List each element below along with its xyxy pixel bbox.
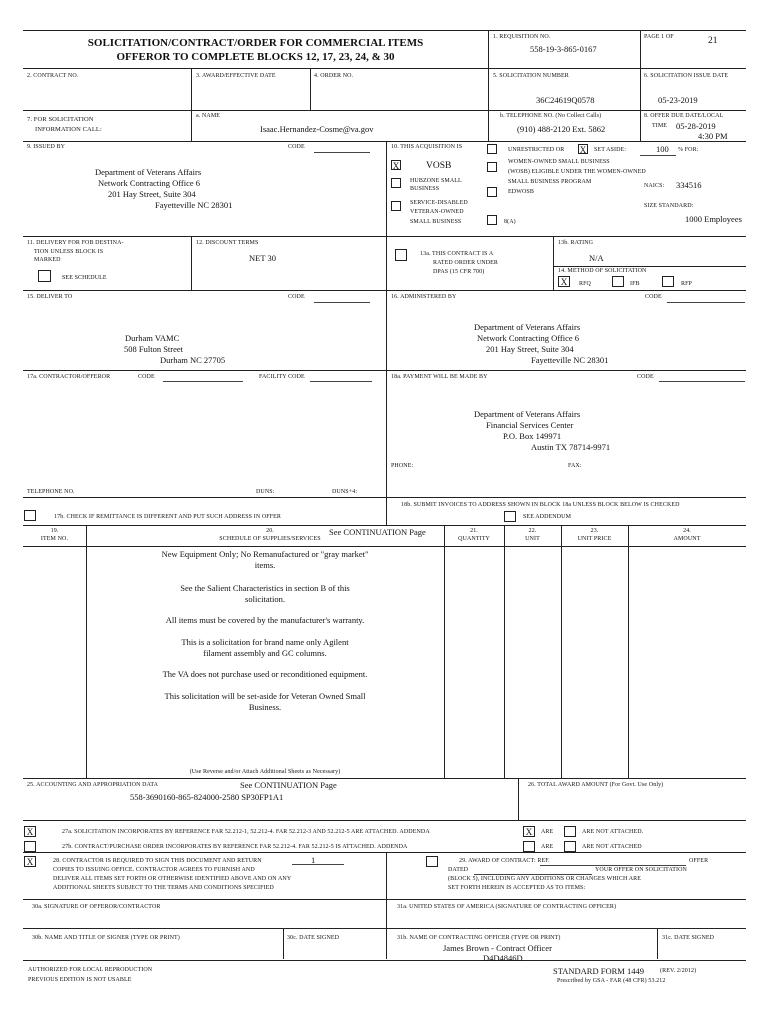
info-call-label: 7. FOR SOLICITATION xyxy=(27,116,94,123)
copies-underline xyxy=(292,864,344,865)
deliver-to-address-3: Durham NC 27705 xyxy=(160,355,226,365)
rule xyxy=(23,525,746,526)
rule xyxy=(23,899,746,900)
order-no-label: 4. ORDER NO. xyxy=(314,73,354,79)
telephone-value: (910) 488-2120 Ext. 5862 xyxy=(517,124,606,134)
payment-code-label: CODE xyxy=(637,374,654,380)
27b-are-checkbox[interactable] xyxy=(523,841,535,852)
discount-terms-value: NET 30 xyxy=(249,253,276,263)
unit-price-header-num: 23. xyxy=(590,528,599,534)
edwosb-label: EDWOSB xyxy=(508,189,534,195)
requisition-label: 1. REQUISITION NO. xyxy=(493,34,551,40)
issued-by-address-1: Department of Veterans Affairs xyxy=(95,167,202,177)
28-text-4: ADDITIONAL SHEETS SUBJECT TO THE TERMS AND CONDITIONS SPECIFIED xyxy=(53,885,274,891)
rule xyxy=(386,899,387,959)
see-addendum-label: SEE ADDENDUM xyxy=(523,514,572,520)
schedule-note-1b: items. xyxy=(254,560,276,570)
vosb-label: VOSB xyxy=(426,161,452,171)
27a-are-checkbox[interactable]: X xyxy=(523,826,535,837)
rule xyxy=(191,236,192,290)
form-revision: (REV. 2/2012) xyxy=(660,968,697,974)
rule xyxy=(23,497,386,498)
form-subtitle: OFFEROR TO COMPLETE BLOCKS 12, 17, 23, 24, & 30 xyxy=(116,51,395,63)
code-underline xyxy=(163,381,243,382)
administered-by-address-2: Network Contracting Office 6 xyxy=(477,333,580,343)
accounting-value: 558-3690160-865-824000-2580 SP30FP1A1 xyxy=(130,792,284,802)
contact-email: Isaac.Hernandez-Cosme@va.gov xyxy=(260,124,374,134)
see-schedule-label: SEE SCHEDULE xyxy=(62,275,107,281)
schedule-note-2: See the Salient Characteristics in section B of this xyxy=(180,583,350,593)
schedule-header-num: 20. xyxy=(266,528,274,534)
deliver-to-code-label: CODE xyxy=(288,294,305,300)
wosb-label: WOMEN-OWNED SMALL BUSINESS xyxy=(508,159,610,165)
footer-prev: PREVIOUS EDITION IS NOT USABLE xyxy=(28,977,132,983)
hubzone-checkbox[interactable] xyxy=(391,178,401,188)
amount-header: AMOUNT xyxy=(673,536,701,542)
rule xyxy=(23,852,746,853)
27a-are-not-checkbox[interactable] xyxy=(564,826,576,837)
form-title: SOLICITATION/CONTRACT/ORDER FOR COMMERCIAL ITEMS xyxy=(87,37,424,49)
29-dated: DATED xyxy=(448,867,469,873)
accounting-label: 25. ACCOUNTING AND APPROPRIATION DATA xyxy=(27,782,159,788)
fax-label: FAX: xyxy=(568,463,582,469)
page-count: 21 xyxy=(708,36,718,46)
quantity-header-num: 21. xyxy=(470,528,478,534)
total-award-label: 26. TOTAL AWARD AMOUNT (For Govt. Use Only) xyxy=(528,782,664,788)
issue-date-label: 6. SOLICITATION ISSUE DATE xyxy=(644,73,729,79)
rule xyxy=(386,141,387,525)
offer-due-label: 8. OFFER DUE DATE/LOCAL xyxy=(644,113,724,119)
info-call-label-2: INFORMATION CALL: xyxy=(35,126,102,133)
administered-by-address-1: Department of Veterans Affairs xyxy=(474,322,581,332)
rule xyxy=(23,370,746,371)
naics-label: NAICS: xyxy=(644,183,665,189)
issued-by-address-2: Network Contracting Office 6 xyxy=(98,178,201,188)
payment-address-2: Financial Services Center xyxy=(486,420,574,430)
rfq-checkbox[interactable]: X xyxy=(558,276,570,287)
schedule-note-1: New Equipment Only; No Remanufactured or "gray market" xyxy=(161,549,369,559)
ifb-label: IFB xyxy=(630,281,640,287)
schedule-note-4b: filament assembly and GC columns. xyxy=(203,648,327,658)
wosb-checkbox[interactable] xyxy=(487,162,497,172)
administered-by-address-4: Fayetteville NC 28301 xyxy=(531,355,609,365)
27a-text: 27a. SOLICITATION INCORPORATES BY REFERENCE FAR 52.212-1, 52.212-4. FAR 52.212-3 AND 52.212-5 ARE ATTACHED. ADDENDA xyxy=(62,829,430,835)
27b-are-not-label: ARE NOT ATTACHED xyxy=(582,844,642,850)
rule xyxy=(504,525,505,778)
sdvosb-label-3: SMALL BUSINESS xyxy=(410,219,462,225)
unit-header: UNIT xyxy=(525,536,540,542)
issued-by-address-3: 201 Hay Street, Suite 304 xyxy=(108,189,196,199)
offer-due-time: 4:30 PM xyxy=(698,131,728,141)
29-text-4: SET FORTH HEREIN IS ACCEPTED AS TO ITEMS: xyxy=(448,885,586,891)
unrestricted-checkbox[interactable] xyxy=(487,144,497,154)
sdvosb-checkbox[interactable] xyxy=(391,201,401,211)
duns4-label: DUNS+4: xyxy=(332,489,358,495)
duns-label: DUNS: xyxy=(256,489,275,495)
rfp-label: RFP xyxy=(681,281,692,287)
code-underline xyxy=(659,381,745,382)
rule xyxy=(561,525,562,778)
officer-name-label: 31b. NAME OF CONTRACTING OFFICER (TYPE OR PRINT) xyxy=(397,935,561,941)
code-underline xyxy=(314,302,370,303)
rule xyxy=(23,141,746,142)
schedule-continuation: See CONTINUATION Page xyxy=(329,527,426,537)
telephone-label: b. TELEPHONE NO. (No Collect Calls) xyxy=(500,113,602,119)
schedule-note-5: The VA does not purchase used or reconditioned equipment. xyxy=(162,669,368,679)
signature-offeror-label: 30a. SIGNATURE OF OFFEROR/CONTRACTOR xyxy=(32,904,161,910)
officer-name: James Brown - Contract Officer xyxy=(443,943,552,953)
size-standard-value: 1000 Employees xyxy=(685,214,742,224)
29-text-3: (BLOCK 5), INCLUDING ANY ADDITIONS OR CHANGES WHICH ARE xyxy=(448,876,641,882)
27a-checkbox[interactable]: X xyxy=(24,826,36,837)
amount-header-num: 24. xyxy=(683,528,691,534)
administered-by-address-3: 201 Hay Street, Suite 304 xyxy=(486,344,574,354)
rule xyxy=(23,546,746,547)
quantity-header: QUANTITY xyxy=(458,536,490,542)
page-label: PAGE 1 OF xyxy=(644,34,674,40)
29-text: 29. AWARD OF CONTRACT: REF. xyxy=(459,858,550,864)
code-underline xyxy=(667,302,745,303)
solicitation-number: 36C24619Q0578 xyxy=(536,95,595,105)
set-aside-checkbox[interactable]: X xyxy=(579,145,587,155)
8a-label: 8(A) xyxy=(504,219,516,225)
time-label: TIME xyxy=(652,123,668,129)
see-schedule-checkbox[interactable] xyxy=(38,270,51,282)
form-number: STANDARD FORM 1449 xyxy=(553,966,644,976)
rule xyxy=(657,928,658,959)
rated-order-label-3: DPAS (15 CFR 700) xyxy=(433,269,485,275)
rule xyxy=(553,266,746,267)
size-standard-label: SIZE STANDARD: xyxy=(644,203,694,209)
28-checkbox[interactable]: X xyxy=(24,856,36,867)
payment-address-1: Department of Veterans Affairs xyxy=(474,409,581,419)
discount-terms-label: 12. DISCOUNT TERMS xyxy=(196,240,259,246)
28-text-3: DELIVER ALL ITEMS SET FORTH OR OTHERWISE IDENTIFIED ABOVE AND ON ANY xyxy=(53,876,292,882)
rule xyxy=(310,68,311,110)
set-aside-percent: 100 xyxy=(656,144,669,154)
schedule-note-6b: Business. xyxy=(248,702,282,712)
rfp-checkbox[interactable] xyxy=(662,276,674,287)
rule xyxy=(23,236,746,237)
contract-no-label: 2. CONTRACT NO. xyxy=(27,73,79,79)
payment-address-3: P.O. Box 149971 xyxy=(503,431,562,441)
rating-value: N/A xyxy=(589,253,604,263)
item-no-header: ITEM NO. xyxy=(40,536,69,542)
rfq-label: RFQ xyxy=(579,281,591,287)
27a-are-label: ARE xyxy=(541,829,554,835)
naics-value: 334516 xyxy=(676,180,702,190)
hubzone-label: HUBZONE SMALL xyxy=(410,178,462,184)
rule xyxy=(386,852,387,899)
delivery-fob-label: 11. DELIVERY FOR FOB DESTINA- xyxy=(27,240,124,246)
rule xyxy=(283,928,284,959)
unrestricted-label: UNRESTRICTED OR xyxy=(508,147,565,153)
see-addendum-checkbox[interactable] xyxy=(504,511,516,522)
solicitation-number-label: 5. SOLICITATION NUMBER xyxy=(493,73,569,79)
rule xyxy=(23,68,746,69)
hubzone-label-2: BUSINESS xyxy=(410,186,440,192)
phone-label: PHONE: xyxy=(391,463,414,469)
form-prescribed: Prescribed by GSA - FAR (48 CFR) 53.212 xyxy=(557,978,666,984)
rated-order-checkbox[interactable] xyxy=(395,249,407,261)
8a-checkbox[interactable] xyxy=(487,215,497,225)
sdvosb-label: SERVICE-DISABLED xyxy=(410,200,468,206)
rule xyxy=(640,30,641,141)
29-your-offer: YOUR OFFER ON SOLICITATION xyxy=(595,867,687,873)
offer-due-date: 05-28-2019 xyxy=(676,121,716,131)
rule xyxy=(23,110,746,111)
contractor-label: 17a. CONTRACTOR/OFFEROR xyxy=(27,374,111,380)
contractor-code-label: CODE xyxy=(138,374,155,380)
signature-officer-label: 31a. UNITED STATES OF AMERICA (SIGNATURE OF CONTRACTING OFFICER) xyxy=(397,904,617,910)
27b-are-not-checkbox[interactable] xyxy=(564,841,576,852)
date-signed-30c-label: 30c. DATE SIGNED xyxy=(287,935,340,941)
payment-by-label: 18a. PAYMENT WILL BE MADE BY xyxy=(391,374,488,380)
schedule-note-2b: solicitation. xyxy=(245,594,285,604)
28-text: 28. CONTRACTOR IS REQUIRED TO SIGN THIS DOCUMENT AND RETURN xyxy=(53,858,262,864)
requisition-value: 558-19-3-865-0167 xyxy=(530,44,597,54)
date-signed-31c-label: 31c. DATE SIGNED xyxy=(662,935,715,941)
27a-are-not-label: ARE NOT ATTACHED. xyxy=(582,829,644,835)
schedule-header: SCHEDULE OF SUPPLIES/SERVICES xyxy=(219,536,321,542)
rule xyxy=(191,68,192,141)
footer-auth: AUTHORIZED FOR LOCAL REPRODUCTION xyxy=(28,967,153,973)
29-checkbox[interactable] xyxy=(426,856,438,867)
rule xyxy=(23,928,746,929)
rule xyxy=(386,497,746,498)
reverse-note: (Use Reverse and/or Attach Additional Sheets as Necessary) xyxy=(189,769,341,775)
rated-order-label-2: RATED ORDER UNDER xyxy=(433,260,499,266)
rated-order-label: 13a. THIS CONTRACT IS A xyxy=(420,251,494,257)
rule xyxy=(488,68,489,141)
27b-checkbox[interactable] xyxy=(24,841,36,852)
remittance-checkbox[interactable] xyxy=(24,510,36,521)
set-aside-label: SET ASIDE: xyxy=(594,147,627,153)
facility-code-label: FACILITY CODE xyxy=(259,374,305,380)
wosb-label-3: SMALL BUSINESS PROGRAM xyxy=(508,179,592,185)
signer-name-label: 30b. NAME AND TITLE OF SIGNER (TYPE OR PRINT) xyxy=(32,935,180,941)
edwosb-checkbox[interactable] xyxy=(487,187,497,197)
accounting-continuation: See CONTINUATION Page xyxy=(240,780,337,790)
schedule-note-6: This solicitation will be set-aside for Veteran Owned Small xyxy=(164,691,366,701)
rule xyxy=(628,525,629,778)
ref-underline xyxy=(540,865,686,866)
award-date-label: 3. AWARD/EFFECTIVE DATE xyxy=(196,73,276,79)
28-copies: 1 xyxy=(311,855,316,865)
issued-by-label: 9. ISSUED BY xyxy=(27,144,66,150)
rule xyxy=(23,290,746,291)
administered-by-label: 16. ADMINISTERED BY xyxy=(391,294,457,300)
deliver-to-address-1: Durham VAMC xyxy=(125,333,180,343)
payment-address-4: Austin TX 78714-9971 xyxy=(531,442,611,452)
officer-code: D4D4846D xyxy=(483,953,523,963)
telephone-no-label: TELEPHONE NO. xyxy=(27,489,75,495)
rule xyxy=(23,820,746,821)
acquisition-label: 10. THIS ACQUISITION IS xyxy=(391,144,463,150)
remittance-label: 17b. CHECK IF REMITTANCE IS DIFFERENT AND PUT SUCH ADDRESS IN OFFER xyxy=(54,514,282,520)
issued-by-address-4: Fayetteville NC 28301 xyxy=(155,200,233,210)
method-label: 14. METHOD OF SOLICITATION xyxy=(558,268,647,274)
issued-by-code-label: CODE xyxy=(288,144,305,150)
rule xyxy=(444,525,445,778)
submit-invoices-label: 18b. SUBMIT INVOICES TO ADDRESS SHOWN IN BLOCK 18a UNLESS BLOCK BELOW IS CHECKED xyxy=(401,502,680,508)
code-underline xyxy=(314,152,370,153)
delivery-fob-label-2: TION UNLESS BLOCK IS xyxy=(34,249,104,255)
vosb-checkbox[interactable]: X xyxy=(392,161,400,171)
ifb-checkbox[interactable] xyxy=(612,276,624,287)
schedule-note-3: All items must be covered by the manufacturer's warranty. xyxy=(165,615,365,625)
administered-by-code-label: CODE xyxy=(645,294,662,300)
27b-are-label: ARE xyxy=(541,844,554,850)
percent-for-label: % FOR: xyxy=(678,147,699,153)
schedule-note-4: This is a solicitation for brand name only Agilent xyxy=(181,637,349,647)
dated-underline xyxy=(474,874,592,875)
deliver-to-label: 15. DELIVER TO xyxy=(27,294,73,300)
sdvosb-label-2: VETERAN-OWNED xyxy=(410,209,464,215)
rule xyxy=(518,778,519,820)
issue-date: 05-23-2019 xyxy=(658,95,698,105)
28-text-2: COPIES TO ISSUING OFFICE. CONTRACTOR AGREES TO FURNISH AND xyxy=(53,867,255,873)
unit-price-header: UNIT PRICE xyxy=(577,536,612,542)
rating-label: 13b. RATING xyxy=(558,240,594,246)
name-label: a. NAME xyxy=(196,113,221,119)
rule xyxy=(23,778,746,779)
percent-underline xyxy=(640,155,676,156)
facility-code-underline xyxy=(310,381,372,382)
27b-text: 27b. CONTRACT/PURCHASE ORDER INCORPORATES BY REFERENCE FAR 52.212-4. FAR 52.212-5 IS ATTACHED. ADDENDA xyxy=(62,844,408,850)
deliver-to-address-2: 508 Fulton Street xyxy=(124,344,184,354)
rule xyxy=(553,236,554,290)
item-no-header-num: 19. xyxy=(50,528,59,534)
wosb-label-2: (WOSB) ELIGIBLE UNDER THE WOMEN-OWNED xyxy=(508,169,646,175)
delivery-fob-label-3: MARKED xyxy=(34,257,61,263)
29-offer: OFFER xyxy=(689,858,709,864)
rule xyxy=(488,30,489,68)
unit-header-num: 22. xyxy=(528,528,537,534)
